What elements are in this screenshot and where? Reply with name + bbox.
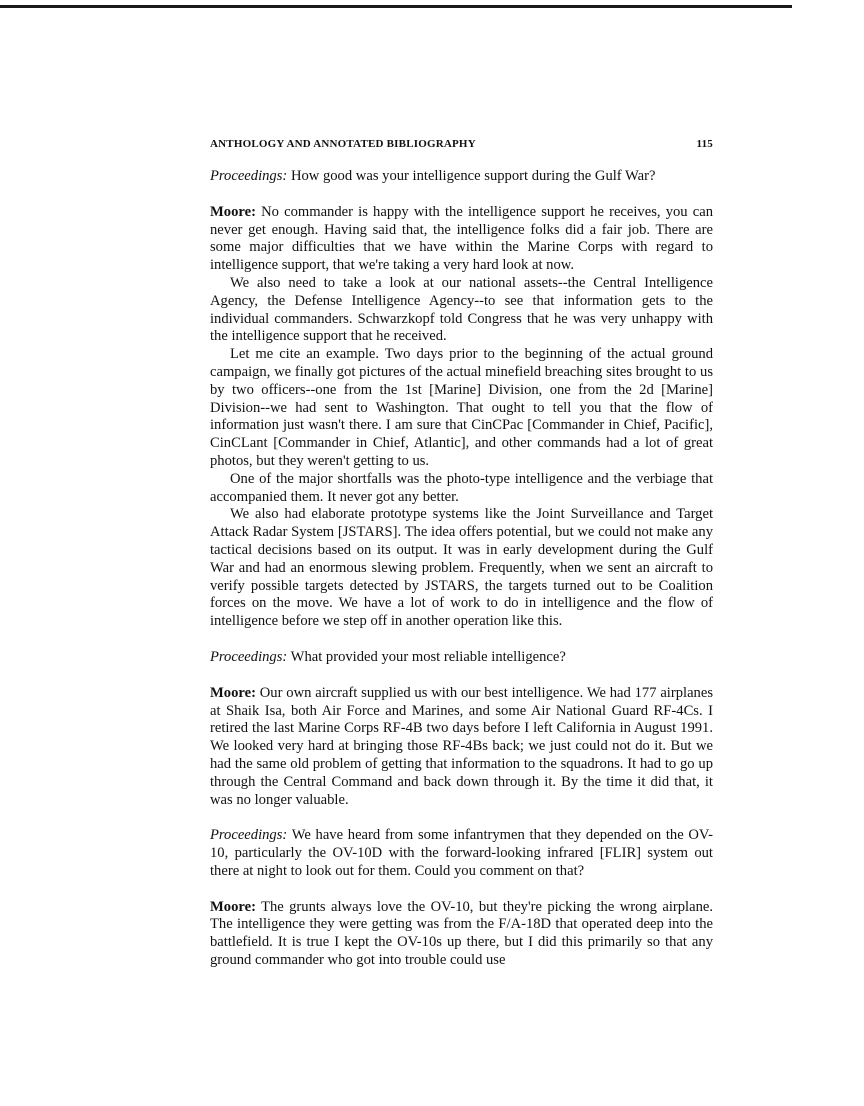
answer-paragraph: Moore: The grunts always love the OV-10, but they're picking the wrong airplane. The intelligence they were getting was from the F/A-18D that operated deep into the battlefield. It is true I kept the OV-10s up there, but I did this primarily so that any ground commander who got into trouble could use: [210, 898, 713, 969]
paragraph-text: We have heard from some infantrymen that they depended on the OV-10, particularly the OV-10D with the forward-looking infrared [FLIR] system out there at night to look out for them. Could you comment on that?: [210, 827, 713, 879]
top-rule: [0, 5, 792, 8]
paragraph-text: What provided your most reliable intelligence?: [290, 648, 566, 665]
paragraph-text: No commander is happy with the intelligence support he receives, you can never get enough. Having said that, the intelligence folks did a fair job. There are some major difficulties that we have within the Marine Corps with regard to intelligence support, that we're taking a very hard look at now.: [210, 203, 713, 274]
answer-paragraph: Moore: No commander is happy with the intelligence support he receives, you can never get enough. Having said that, the intelligence folks did a fair job. There are some major difficulties that we have within the Marine Corps with regard to intelligence support, that we're taking a very hard look at now.: [210, 203, 713, 274]
speaker-label: Proceedings: [210, 648, 283, 665]
running-title: ANTHOLOGY AND ANNOTATED BIBLIOGRAPHY: [210, 138, 476, 150]
paragraph-text: How good was your intelligence support during the Gulf War?: [290, 168, 656, 184]
continuation-paragraph: We also need to take a look at our national assets--the Central Intelligence Agency, the Defense Intelligence Agency--to see that information gets to the individual commanders. Schwarzkopf told Congress that he was very unhappy with the intelligence support that he received.: [210, 274, 713, 345]
continuation-paragraph: One of the major shortfalls was the photo-type intelligence and the verbiage that accompanied them. It never got any better.: [210, 470, 713, 505]
paragraph-text: Our own aircraft supplied us with our best intelligence. We had 177 airplanes at Shaik Isa, both Air Force and Marines, and some Air National Guard RF-4Cs. I retired the last Marine Corps RF-4B two days before I left California in August 1991. We looked very hard at bringing those RF-4Bs back; we just could not do it. But we had the same old problem of getting that information to the squadrons. It had to go up through the Central Command and back down through it. By the time it did that, it was no longer valuable.: [210, 684, 714, 808]
continuation-paragraph: Let me cite an example. Two days prior to the beginning of the actual ground campaign, we finally got pictures of the actual minefield breaching sites brought to us by two officers--one from the 1st [Marine] Division, one from the 2d [Marine] Division--we had sent to Washington. That ought to tell you that the flow of information just wasn't there. I am sure that CinCPac [Commander in Chief, Pacific], CinCLant [Commander in Chief, Atlantic], and other commands had a lot of great photos, but they weren't getting to us.: [210, 346, 713, 469]
question-paragraph: Proceedings: How good was your intelligence support during the Gulf War?: [210, 168, 656, 184]
speaker-label: Moore: [210, 203, 252, 220]
continuation-paragraph: We also had elaborate prototype systems like the Joint Surveillance and Target Attack Radar System [JSTARS]. The idea offers potential, but we could not make any tactical decisions based on its output. It was in early development during the Gulf War and had an enormous slewing problem. Frequently, when we sent an aircraft to verify possible targets detected by JSTARS, the targets turned out to be Coalition forces on the move. We have a lot of work to do in intelligence and the flow of intelligence before we step off in another operation like this.: [210, 506, 713, 630]
speaker-label: Moore: [210, 898, 252, 915]
speaker-label: Proceedings: [210, 827, 283, 844]
page-number: 115: [696, 138, 713, 150]
answer-paragraph: Moore: Our own aircraft supplied us with our best intelligence. We had 177 airplanes at Shaik Isa, both Air Force and Marines, and some Air National Guard RF-4Cs. I retired the last Marine Corps RF-4B two days before I left California in August 1991. We looked very hard at bringing those RF-4Bs back; we just could not do it. But we had the same old problem of getting that information to the squadrons. It had to go up through the Central Command and back down through it. By the time it did that, it was no longer valuable.: [210, 684, 714, 808]
speaker-label: Moore: [210, 684, 252, 701]
paragraph-text: The grunts always love the OV-10, but they're picking the wrong airplane. The intelligence they were getting was from the F/A-18D that operated deep into the battlefield. It is true I kept the OV-10s up there, but I did this primarily so that any ground commander who got into trouble could use: [210, 898, 713, 969]
question-paragraph: Proceedings: What provided your most reliable intelligence?: [210, 648, 566, 665]
speaker-label: Proceedings: [210, 168, 283, 184]
page-body: [210, 168, 713, 970]
question-paragraph: Proceedings: We have heard from some infantrymen that they depended on the OV-10, particularly the OV-10D with the forward-looking infrared [FLIR] system out there at night to look out for them. Could you comment on that?: [210, 827, 713, 879]
